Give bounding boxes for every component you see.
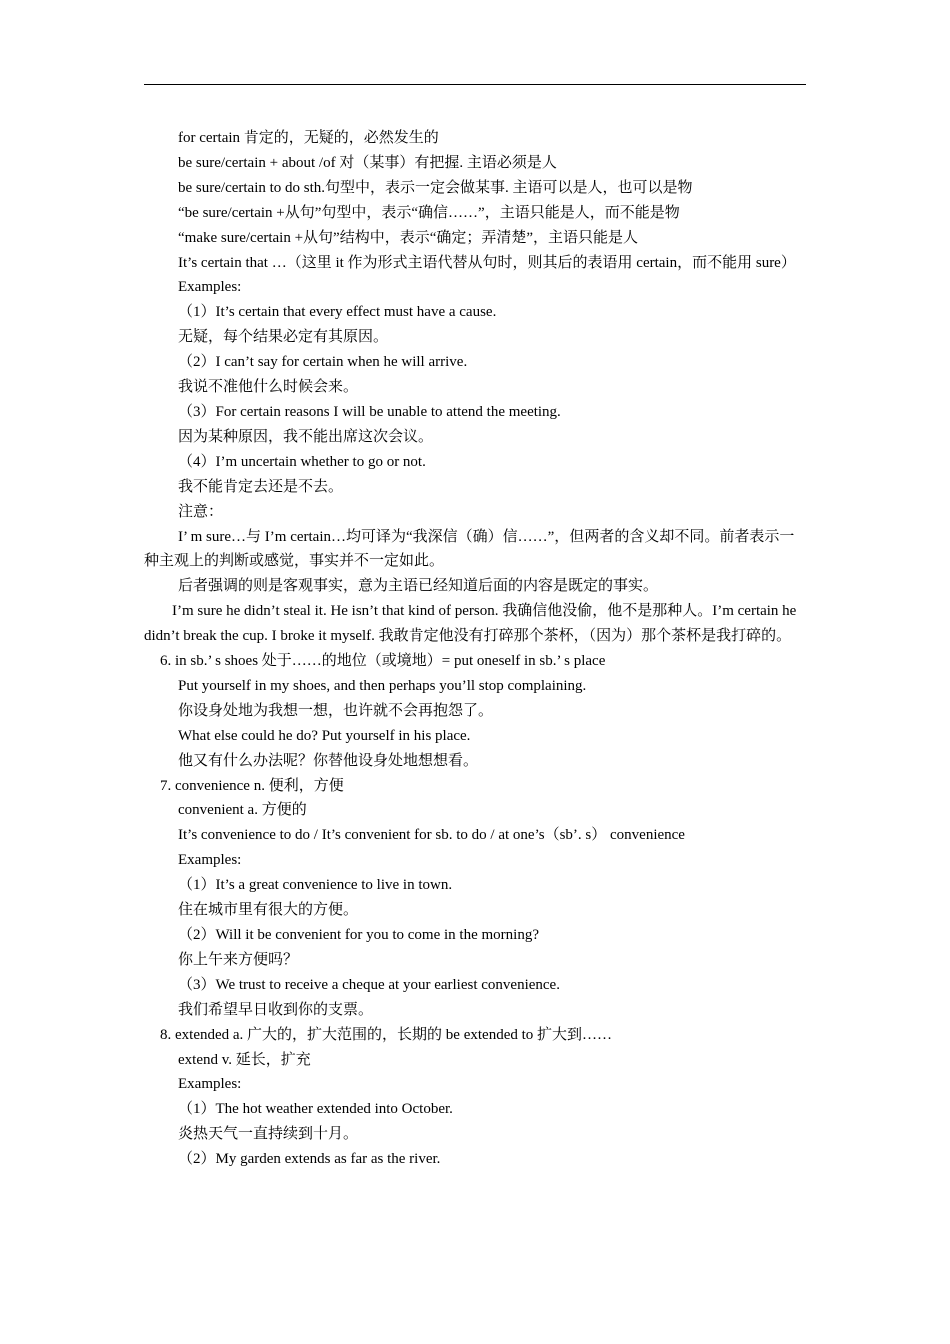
example-sentence: （2）Will it be convenient for you to come in the morning? [178,927,539,943]
example-sentence: （2）I can’t say for certain when he will arrive. [178,354,468,371]
text-line: 后者强调的则是客观事实，意为主语已经知道后面的内容是既定的事实。 [178,578,659,595]
example-translation: 住在城市里有很大的方便。 [178,902,359,919]
example-translation: 你上午来方便吗？ [178,951,299,968]
text-paragraph: I’m sure he didn’t steal it. He isn’t that kind of person. 我确信他没偷，他不是那种人。I’m certain he didn’t break the cup. I broke it myself. 我敢肯定他没有打碎那个茶杯，（因为）那个茶杯是我打碎的。 [144,603,797,645]
text-paragraph: It’s certain that …（这里 it 作为形式主语代替从句时，则其后的表语用 certain，而不能用 sure） [178,254,796,271]
example-sentence: （1）The hot weather extended into October. [178,1101,453,1118]
text-line: for certain 肯定的，无疑的，必然发生的 [178,130,439,146]
note-heading: 注意： [178,503,224,520]
text-line: convenient a. 方便的 [178,802,307,819]
example-sentence: （1）It’s a great convenience to live in town. [178,877,453,894]
numbered-item-6: 6. in sb.’ s shoes 处于……的地位（或境地）= put oneself in sb.’ s place [160,653,606,670]
examples-heading: Examples: [178,279,242,296]
text-line: be sure/certain + about /of 对（某事）有把握. 主语必须是人 [178,154,557,171]
document-body [144,126,808,1172]
numbered-item-7: 7. convenience n. 便利，方便 [160,777,344,794]
example-translation: 你设身处地为我想一想，也许就不会再抱怨了。 [178,702,494,719]
example-sentence: （3）We trust to receive a cheque at your earliest convenience. [178,976,560,993]
header-rule [144,84,806,85]
text-line: “be sure/certain +从句”句型中，表示“确信……”，主语只能是人，而不能是物 [178,204,680,221]
numbered-item-8: 8. extended a. 广大的，扩大范围的，长期的 be extended to 扩大到…… [160,1026,613,1043]
examples-heading: Examples: [178,1076,242,1093]
example-translation: 炎热天气一直持续到十月。 [178,1126,359,1143]
example-translation: 无疑，每个结果必定有其原因。 [178,329,389,346]
example-translation: 我说不准他什么时候会来。 [178,379,359,396]
examples-heading: Examples: [178,852,242,869]
text-paragraph: I’ m sure…与 I’m certain…均可译为“我深信（确）信……”，但两者的含义却不同。前者表示一种主观上的判断或感觉，事实并不一定如此。 [144,528,795,570]
example-translation: 因为某种原因，我不能出席这次会议。 [178,428,434,445]
example-translation: 他又有什么办法呢？你替他设身处地想想看。 [178,752,479,769]
example-translation: 我不能肯定去还是不去。 [178,478,344,495]
text-line: be sure/certain to do sth.句型中，表示一定会做某事. 主语可以是人，也可以是物 [178,179,693,196]
example-sentence: What else could he do? Put yourself in his place. [178,727,471,744]
example-sentence: （3）For certain reasons I will be unable to attend the meeting. [178,403,561,420]
example-sentence: （2）My garden extends as far as the river. [178,1151,441,1168]
example-sentence: （4）I’m uncertain whether to go or not. [178,453,426,470]
example-translation: 我们希望早日收到你的支票。 [178,1001,374,1018]
example-sentence: （1）It’s certain that every effect must have a cause. [178,304,497,321]
text-line: It’s convenience to do / It’s convenient for sb. to do / at one’s（sb’. s） convenience [178,827,685,844]
example-sentence: Put yourself in my shoes, and then perhaps you’ll stop complaining. [178,677,587,694]
text-line: “make sure/certain +从句”结构中，表示“确定；弄清楚”，主语只能是人 [178,229,639,246]
text-line: extend v. 延长，扩充 [178,1051,311,1068]
